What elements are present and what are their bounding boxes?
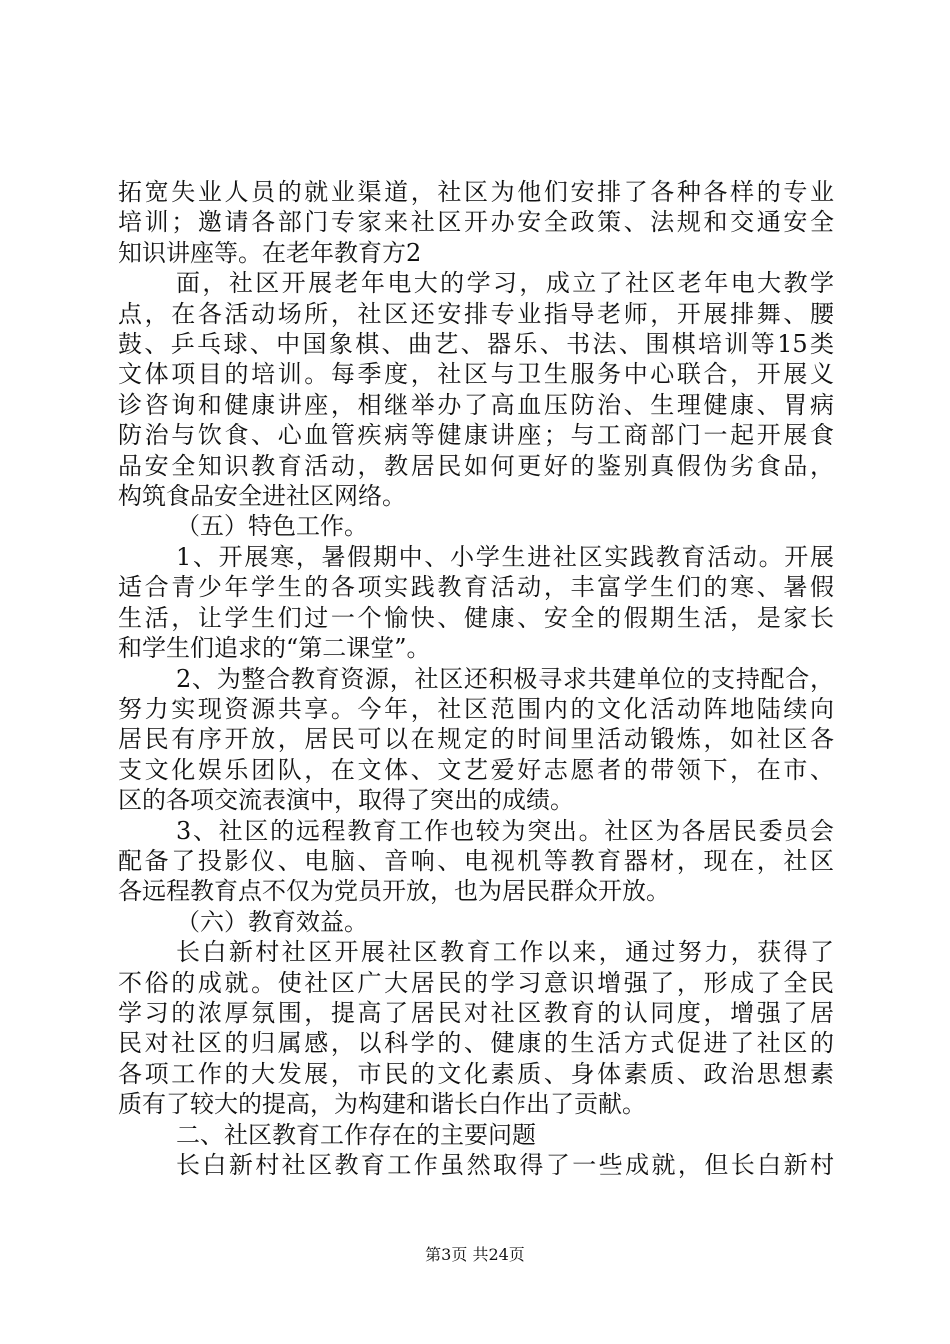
text-line: 品安全知识教育活动，教居民如何更好的鉴别真假伪劣食品，	[118, 451, 834, 480]
text-line: 不俗的成就。使社区广大居民的学习意识增强了，形成了全民	[118, 968, 834, 997]
text-line: 鼓、乒乓球、中国象棋、曲艺、器乐、书法、围棋培训等15类	[118, 330, 834, 359]
text-line: 3、社区的远程教育工作也较为突出。社区为各居民委员会	[176, 816, 834, 845]
text-line: 区的各项交流表演中，取得了突出的成绩。	[118, 786, 574, 815]
text-line: 面，社区开展老年电大的学习，成立了社区老年电大教学	[176, 269, 834, 298]
text-line: 努力实现资源共享。今年，社区范围内的文化活动阵地陆续向	[118, 694, 834, 723]
text-line: 长白新村社区教育工作虽然取得了一些成就，但长白新村	[176, 1151, 834, 1179]
text-line: 和学生们追求的“第二课堂”。	[118, 634, 431, 663]
text-line: 文体项目的培训。每季度，社区与卫生服务中心联合，开展义	[118, 360, 834, 389]
text-line: 构筑食品安全进社区网络。	[118, 482, 406, 511]
text-line: 知识讲座等。在老年教育方2	[118, 238, 422, 267]
text-line: （五）特色工作。	[176, 512, 368, 541]
text-line: 民对社区的归属感，以科学的、健康的生活方式促进了社区的	[118, 1029, 834, 1058]
text-line: 培训；邀请各部门专家来社区开办安全政策、法规和交通安全	[118, 208, 834, 237]
text-line: 适合青少年学生的各项实践教育活动，丰富学生们的寒、暑假	[118, 573, 834, 602]
text-line: 2、为整合教育资源，社区还积极寻求共建单位的支持配合，	[176, 664, 834, 693]
text-line: 居民有序开放，居民可以在规定的时间里活动锻炼，如社区各	[118, 725, 834, 754]
text-line: 拓宽失业人员的就业渠道，社区为他们安排了各种各样的专业	[118, 178, 834, 206]
text-line: 1、开展寒，暑假期中、小学生进社区实践教育活动。开展	[176, 542, 834, 571]
text-line: （六）教育效益。	[176, 907, 368, 936]
document-body	[118, 177, 834, 1180]
text-line: 长白新村社区开展社区教育工作以来，通过努力，获得了	[176, 938, 834, 967]
text-line: 各远程教育点不仅为党员开放，也为居民群众开放。	[118, 877, 670, 906]
text-line: 诊咨询和健康讲座，相继举办了高血压防治、生理健康、胃病	[118, 390, 834, 419]
text-line: 配备了投影仪、电脑、音响、电视机等教育器材，现在，社区	[118, 846, 834, 875]
text-line: 生活，让学生们过一个愉快、健康、安全的假期生活，是家长	[118, 603, 834, 632]
text-line: 各项工作的大发展，市民的文化素质、身体素质、政治思想素	[118, 1059, 834, 1088]
text-line: 支文化娱乐团队，在文体、文艺爱好志愿者的带领下，在市、	[118, 755, 834, 784]
text-line: 学习的浓厚氛围，提高了居民对社区教育的认同度，增强了居	[118, 998, 834, 1027]
text-line: 防治与饮食、心血管疾病等健康讲座；与工商部门一起开展食	[118, 421, 834, 450]
text-line: 点，在各活动场所，社区还安排专业指导老师，开展排舞、腰	[118, 299, 834, 328]
text-line: 二、社区教育工作存在的主要问题	[176, 1120, 536, 1149]
text-line: 质有了较大的提高，为构建和谐长白作出了贡献。	[118, 1090, 646, 1119]
page-footer: 第3页 共24页	[425, 1245, 525, 1264]
